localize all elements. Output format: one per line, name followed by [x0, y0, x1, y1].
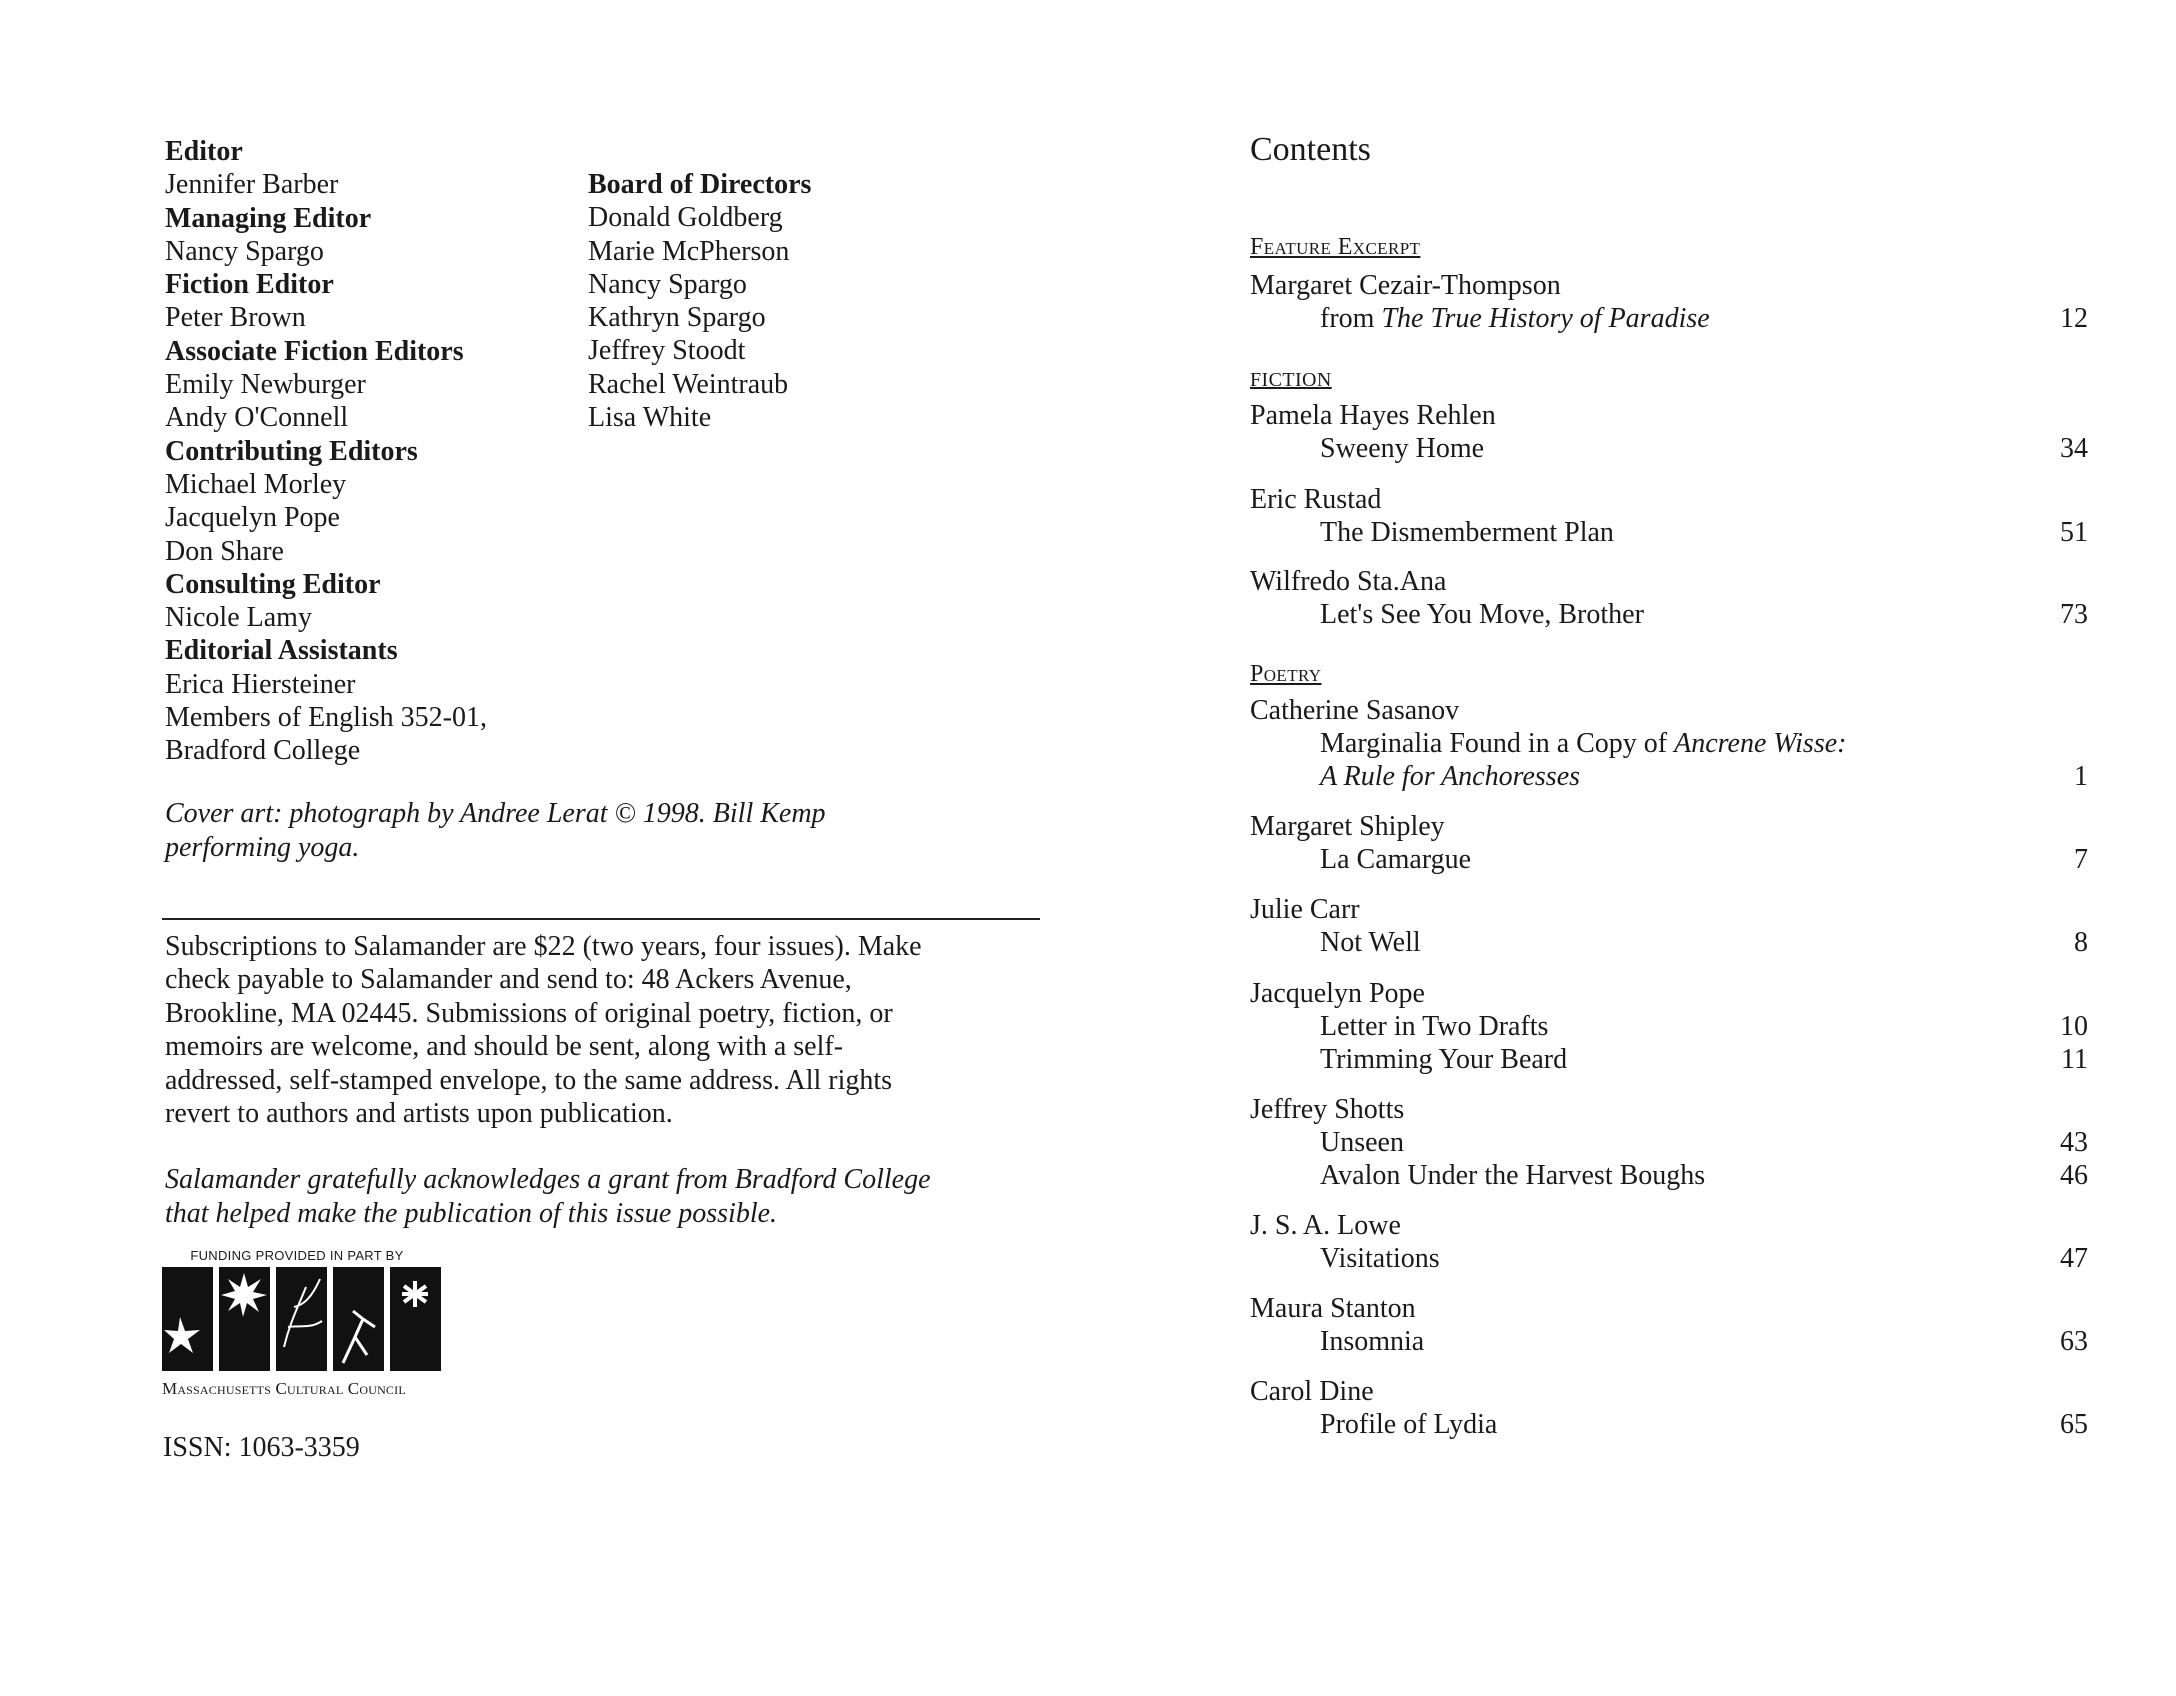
- toc-page-number: 8: [2074, 927, 2088, 958]
- staff-name: Emily Newburger: [165, 369, 366, 401]
- role-label: Managing Editor: [165, 202, 372, 234]
- staff-name: Peter Brown: [165, 302, 306, 334]
- toc-page-number: 46: [2060, 1160, 2088, 1191]
- logo-bottom-text: Massachusetts Cultural Council: [162, 1379, 406, 1398]
- toc-page-number: 51: [2060, 517, 2088, 548]
- grant-line: Salamander gratefully acknowledges a grant from Bradford College: [165, 1164, 931, 1195]
- toc-author: Wilfredo Sta.Ana: [1250, 566, 1447, 597]
- board-member: Marie McPherson: [588, 235, 790, 267]
- board-member: Jeffrey Stoodt: [588, 335, 746, 367]
- toc-title: Insomnia: [1320, 1326, 1425, 1357]
- toc-page-number: 43: [2060, 1127, 2088, 1158]
- subscription-line: check payable to Salamander and send to: 48 Ackers Avenue,: [165, 964, 852, 996]
- toc-page-number: 73: [2060, 599, 2088, 630]
- role-label: Associate Fiction Editors: [165, 335, 464, 367]
- toc-author: Margaret Shipley: [1250, 811, 1445, 842]
- staff-name: Erica Hiersteiner: [165, 668, 356, 700]
- toc-page-number: 34: [2060, 433, 2088, 464]
- staff-name: Michael Morley: [165, 468, 347, 500]
- toc-author: J. S. A. Lowe: [1250, 1210, 1401, 1241]
- toc-title: Avalon Under the Harvest Boughs: [1320, 1160, 1706, 1191]
- toc-author: Jacquelyn Pope: [1250, 978, 1425, 1009]
- toc-author: Maura Stanton: [1250, 1293, 1416, 1324]
- staff-name: Members of English 352-01,: [165, 702, 487, 734]
- toc-title: Unseen: [1320, 1127, 1404, 1158]
- grant-line: that helped make the publication of this issue possible.: [165, 1197, 778, 1229]
- toc-title: [1320, 303, 1710, 335]
- subscription-line: addressed, self-stamped envelope, to the same address. All rights: [165, 1064, 893, 1096]
- cover-art-note: Cover art: photograph by Andree Lerat © 1998. Bill Kemp performing yoga.: [165, 798, 826, 863]
- role-label: Fiction Editor: [165, 269, 334, 301]
- toc-title: Visitations: [1320, 1243, 1440, 1274]
- asterisk-icon: [390, 1267, 441, 1371]
- burst-icon: [219, 1267, 270, 1371]
- subscription-line: memoirs are welcome, and should be sent, along with a self-: [165, 1031, 844, 1063]
- subscription-line: revert to authors and artists upon publication.: [165, 1098, 673, 1130]
- toc-title: Not Well: [1320, 927, 1421, 958]
- toc-author: Julie Carr: [1250, 894, 1360, 925]
- staff-name: Nicole Lamy: [165, 602, 312, 634]
- board-title: Board of Directors: [588, 169, 812, 200]
- toc-title: Sweeny Home: [1320, 433, 1485, 464]
- toc-page-number: 10: [2060, 1011, 2088, 1042]
- staff-name: Bradford College: [165, 735, 361, 767]
- board-of-directors: [588, 168, 888, 434]
- toc-page-number: 7: [2074, 844, 2088, 875]
- toc-page-number: 1: [2074, 761, 2088, 792]
- toc-title: Trimming Your Beard: [1320, 1044, 1568, 1075]
- masthead-staff: [165, 135, 585, 768]
- staff-name: Andy O'Connell: [165, 402, 349, 434]
- toc-page-number: 63: [2060, 1326, 2088, 1357]
- section-fiction: FICTION: [1250, 369, 1332, 391]
- toc-author: Carol Dine: [1250, 1376, 1374, 1407]
- toc-page-number: 65: [2060, 1409, 2088, 1440]
- toc-author: Jeffrey Shotts: [1250, 1094, 1405, 1125]
- toc-page-number: 12: [2060, 303, 2088, 334]
- toc-title-line2: A Rule for Anchoresses: [1320, 761, 1581, 792]
- toc-author: Eric Rustad: [1250, 484, 1382, 515]
- staff-name: Don Share: [165, 535, 284, 567]
- board-member: Lisa White: [588, 402, 712, 434]
- toc-page-number: 47: [2060, 1243, 2088, 1274]
- title-italic: The True History of Paradise: [1381, 303, 1710, 334]
- staff-name: Jacquelyn Pope: [165, 502, 340, 534]
- logo-top-text: FUNDING PROVIDED IN PART BY: [190, 1248, 404, 1263]
- star-icon: [162, 1267, 213, 1371]
- divider-rule: [162, 918, 1040, 920]
- grant-acknowledgement: [165, 1163, 1025, 1230]
- role-label: Contributing Editors: [165, 435, 418, 467]
- logo-blocks: [162, 1267, 452, 1371]
- toc-title: [1320, 728, 1846, 760]
- section-poetry: Poetry: [1250, 661, 1322, 687]
- toc-page-number: 11: [2061, 1044, 2088, 1075]
- subscription-info: [165, 930, 1005, 1130]
- role-label: Consulting Editor: [165, 568, 381, 600]
- scribble-icon: [276, 1267, 327, 1371]
- role-label: Editor: [165, 136, 243, 167]
- section-feature-excerpt: Feature Excerpt: [1250, 234, 1421, 260]
- title-prefix: from: [1320, 303, 1382, 334]
- contents-page: [1088, 0, 2176, 1696]
- board-member: Nancy Spargo: [588, 268, 747, 300]
- toc-author: Pamela Hayes Rehlen: [1250, 400, 1496, 431]
- board-member: Donald Goldberg: [588, 202, 783, 234]
- title-prefix: Marginalia Found in a Copy of: [1320, 728, 1675, 759]
- toc-author: Margaret Cezair-Thompson: [1250, 270, 1561, 301]
- figure-icon: [333, 1267, 384, 1371]
- title-italic: Ancrene Wisse:: [1674, 728, 1847, 759]
- subscription-line: Brookline, MA 02445. Submissions of original poetry, fiction, or: [165, 997, 893, 1029]
- cultural-council-logo: [162, 1248, 452, 1399]
- toc-title: Let's See You Move, Brother: [1320, 599, 1644, 630]
- contents-title: Contents: [1250, 131, 1371, 168]
- toc-title: The Dismemberment Plan: [1320, 517, 1614, 548]
- issn-number: ISSN: 1063-3359: [163, 1432, 360, 1463]
- toc-title: Letter in Two Drafts: [1320, 1011, 1549, 1042]
- board-member: Kathryn Spargo: [588, 302, 766, 334]
- role-label: Editorial Assistants: [165, 635, 398, 667]
- staff-name: Nancy Spargo: [165, 235, 324, 267]
- toc-author: Catherine Sasanov: [1250, 695, 1460, 726]
- toc-title: La Camargue: [1320, 844, 1472, 875]
- staff-name: Jennifer Barber: [165, 169, 339, 201]
- toc-title: Profile of Lydia: [1320, 1409, 1498, 1440]
- subscription-line: Subscriptions to Salamander are $22 (two years, four issues). Make: [165, 931, 922, 962]
- board-member: Rachel Weintraub: [588, 368, 789, 400]
